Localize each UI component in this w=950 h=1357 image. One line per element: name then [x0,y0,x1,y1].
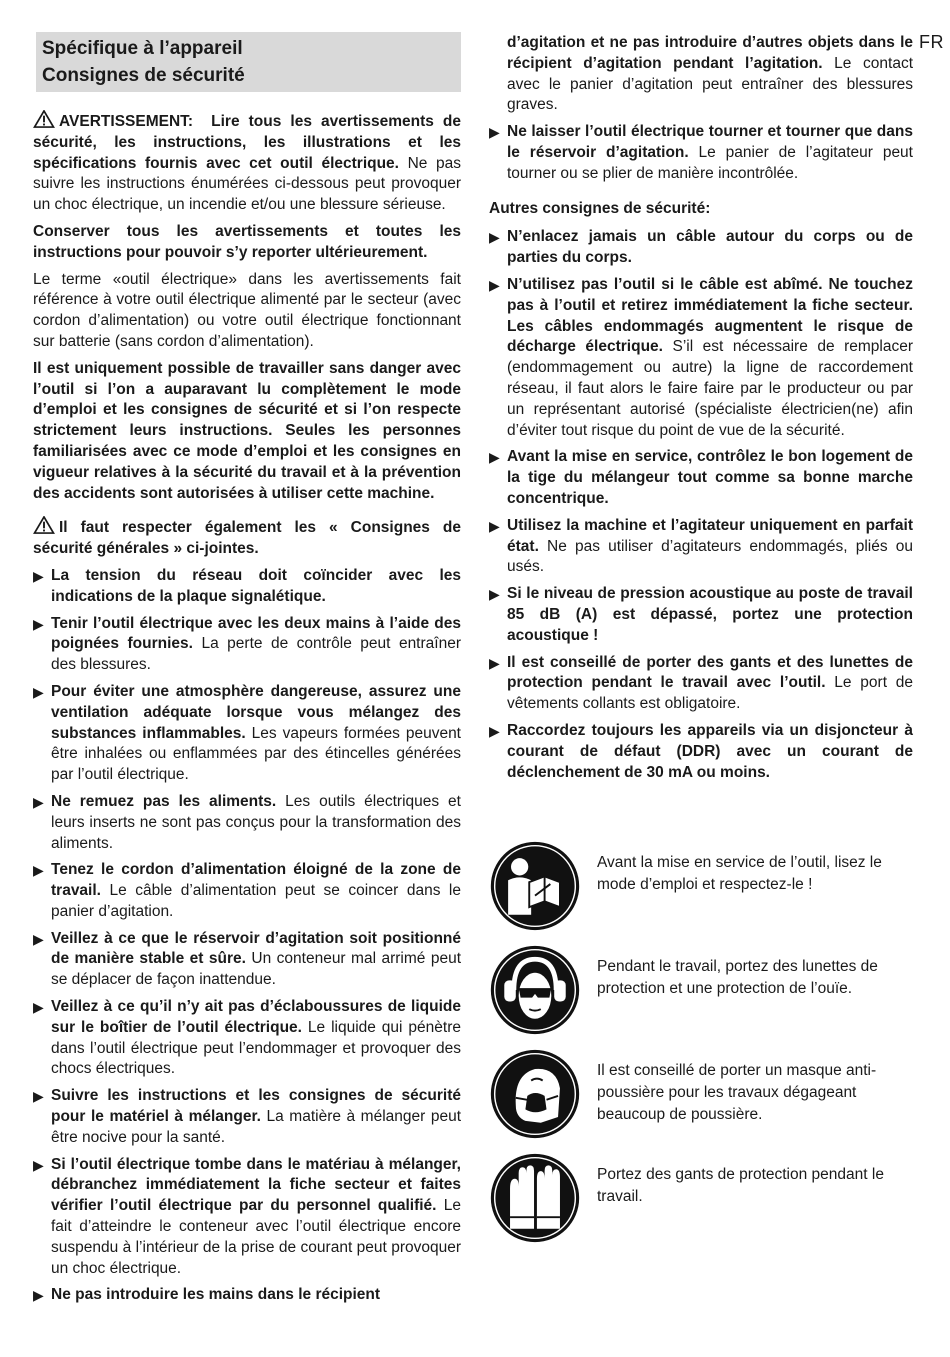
bullet-plain-text: Les outils électriques et leurs inserts ne sont pas conçus pour la transformation des aliments. [51,792,461,852]
left-bullet-list [33,566,461,1306]
bullet-text [507,721,913,783]
bullet-arrow-icon: ▶ [489,517,500,534]
section-title [36,32,461,92]
bullet-bold-text: Pour éviter une atmosphère dangereuse, assurez une ventilation adéquate lorsque vous mélangez des substances inflammables. [51,682,461,742]
bullet-plain-text: Un conteneur mal arrimé peut se déplacer de façon inattendue. [51,950,461,989]
bullet-text [51,997,461,1080]
bullet-text [51,614,461,676]
bullet-item [33,1155,461,1280]
bullet-arrow-icon: ▶ [33,1287,44,1304]
bullet-text [507,122,913,184]
right-bullet-list-a [489,122,913,184]
bullet-text [507,516,913,578]
bullet-arrow-icon: ▶ [33,567,44,584]
bullet-bold-text: La tension du réseau doit coïncider avec les indications de la plaque signalétique. [51,566,461,605]
right-column [489,33,913,789]
continued-bullet-text: Le contact avec le panier d’agitation peut entraîner des blessures graves. [507,54,913,114]
bullet-item [489,227,913,269]
bullet-plain-text: Le câble d’alimentation peut se coincer dans le panier d’agitation. [51,882,461,920]
warning-label: AVERTISSEMENT [59,113,188,130]
pictogram-caption: Portez des gants de protection pendant le travail. [597,1166,884,1205]
bullet-bold-text: Tenez le cordon d’alimentation éloigné de la zone de travail. [51,861,461,900]
bullet-plain-text: Les vapeurs formées peuvent être inhalées ou enflammées par des étincelles générées par l’outil électrique. [51,724,461,784]
bullet-text [51,1155,461,1280]
bullet-bold-text: N’enlacez jamais un câble autour du corps ou de parties du corps. [507,228,913,267]
bullet-arrow-icon: ▶ [33,683,44,700]
title-line-2: Consignes de sécurité [42,65,245,86]
language-tag: FR [919,32,944,52]
bullet-bold-text: Suivre les instructions et les consignes de sécurité pour le matériel à mélanger. [51,1087,461,1126]
bullet-text [51,1285,461,1306]
bullet-item [33,792,461,854]
bullet-bold-text: Il est conseillé de porter des gants et des lunettes de protection pendant le travail avec l’outil. [507,653,913,692]
pictogram-caption: Avant la mise en service de l’outil, lisez le mode d’emploi et respectez-le ! [597,854,882,893]
bullet-plain-text: La matière à mélanger peut être nocive pour la santé. [51,1108,461,1146]
term-paragraph: Le terme «outil électrique» dans les avertissements fait référence à votre outil électrique alimenté par le secteur (avec cordon d’alimentation) ou votre outil électrique fonctionnant sur batterie (sans cordon d’alimentation). [33,270,461,350]
bullet-text [51,1086,461,1148]
bullet-item [489,653,913,715]
bullet-text [51,566,461,608]
right-bullet-list-b [489,227,913,783]
bullet-arrow-icon: ▶ [33,1156,44,1173]
keep-notice: Conserver tous les avertissements et toutes les instructions pour pouvoir s’y reporter ultérieurement. [33,222,461,261]
bullet-arrow-icon: ▶ [489,586,500,603]
bullet-arrow-icon: ▶ [33,999,44,1016]
bullet-plain-text: Le liquide qui pénètre dans l’outil électrique peut l’endommager et provoquer des chocs électriques. [51,1018,461,1078]
bullet-item [33,566,461,608]
bullet-arrow-icon: ▶ [489,722,500,739]
bullet-text [507,653,913,715]
bullet-bold-text: Si le niveau de pression acoustique au poste de travail 85 dB (A) est dépassé, portez une protection acoustique ! [507,585,913,644]
bullet-item [33,1285,461,1306]
warning-text: Ne pas suivre les instructions énumérées ci-dessous peut provoquer un choc électrique, un incendie et/ou une blessure sérieuse. [33,154,461,214]
bullet-arrow-icon: ▶ [489,124,500,141]
bullet-plain-text: Le port de vêtements collants est obligatoire. [507,674,914,713]
bullet-item [489,447,913,509]
bullet-item [489,275,913,441]
general-notice [33,516,461,560]
bullet-item [33,682,461,786]
bullet-bold-text: Veillez à ce qu’il n’y ait pas d’éclaboussures de liquide sur le boîtier de l’outil électrique. [51,998,461,1036]
bullet-text [51,860,461,922]
bullet-bold-text: Si l’outil électrique tombe dans le matériau à mélanger, débranchez immédiatement la fiche secteur et faites vérifier l’outil électrique par du personnel qualifié. [51,1155,461,1215]
bullet-item [489,122,913,184]
bullet-arrow-icon: ▶ [33,1088,44,1105]
bullet-bold-text: Raccordez toujours les appareils via un disjoncteur à courant de défaut (DDR) avec un courant de déclenchement de 30 mA ou moins. [507,721,913,781]
bullet-item [33,614,461,676]
bullet-text [51,792,461,854]
title-line-1: Spécifique à l’appareil [42,38,243,59]
warning-triangle-icon [33,110,55,128]
bullet-item [33,929,461,991]
bullet-plain-text: Le panier de l’agitateur peut tourner ou se plier de manière incontrôlée. [507,143,913,182]
bullet-bold-text: Ne pas introduire les mains dans le récipient [51,1286,381,1304]
other-safety-heading: Autres consignes de sécurité: [489,199,711,217]
continued-bullet-bold: d’agitation et ne pas introduire d’autres objets dans le récipient d’agitation pendant l’agitation. [507,34,913,72]
bullet-item [33,1086,461,1148]
bullet-text [507,227,913,269]
bullet-bold-text: Veillez à ce que le réservoir d’agitation soit positionné de manière stable et sûre. [51,929,461,968]
pictogram-row [487,838,917,938]
bullet-text [507,584,913,646]
dust-mask-icon [487,1046,583,1142]
bullet-plain-text: S’il est nécessaire de remplacer (endommagement ou autre) la ligne de raccordement réseau, il faut alors le faire faire par le producteur ou par un représentant autorisé (spécialiste électricien(ne) afin d’éviter tout risque du point de vue de la sécurité. [507,338,913,439]
bullet-text [507,447,913,509]
pictogram-caption: Il est conseillé de porter un masque anti-poussière pour les travaux dégageant beaucoup de poussière. [597,1062,877,1123]
general-notice-text: Il faut respecter également les « Consignes de sécurité générales » ci-jointes. [33,519,461,558]
pictogram-list [487,838,917,1254]
eye-ear-protection-icon [487,942,583,1038]
bullet-text [51,682,461,786]
bullet-arrow-icon: ▶ [33,930,44,947]
bullet-bold-text: N’utilisez pas l’outil si le câble est abîmé. Ne touchez pas à l’outil et retirez immédiatement la fiche secteur. Les câbles endommagés augmentent le risque de décharge électrique. [507,275,913,356]
bullet-bold-text: Tenir l’outil électrique avec les deux mains à l’aide des poignées fournies. [51,614,461,653]
bullet-text [507,275,913,441]
warning-bold-text: Lire tous les avertissements de sécurité, les instructions, les illustrations et les spécifications fournis avec cet outil électrique. [33,113,461,172]
bullet-plain-text: Ne pas utiliser d’agitateurs endommagés, pliés ou usés. [507,537,913,576]
bullet-item [489,516,913,578]
warning-paragraph: AVERTISSEMENT: Lire tous les avertissements de sécurité, les instructions, les illustrations et les spécifications fournis avec cet outil électrique. Ne pas suivre les instructions énumérées ci-dessous peut provoquer un choc électrique, un incendie et/ou une blessure sérieuse. [33,110,461,216]
pictogram-row [487,942,917,1042]
bullet-bold-text: Ne remuez pas les aliments. [51,792,277,810]
bullet-arrow-icon: ▶ [489,449,500,466]
bullet-arrow-icon: ▶ [33,793,44,810]
bullet-item [489,584,913,646]
gloves-icon [487,1150,583,1246]
warning-triangle-icon [33,516,55,534]
bullet-bold-text: Ne laisser l’outil électrique tourner et tourner que dans le réservoir d’agitation. [507,123,913,161]
bullet-item [33,860,461,922]
bullet-arrow-icon: ▶ [489,654,500,671]
pictogram-caption: Pendant le travail, portez des lunettes de protection et une protection de l’ouïe. [597,958,878,997]
bullet-text [51,929,461,991]
continued-bullet [489,33,913,116]
bullet-arrow-icon: ▶ [489,276,500,293]
safe-work-paragraph: Il est uniquement possible de travailler sans danger avec l’outil si l’on a auparavant lu complètement le mode d’emploi et les consignes de sécurité et si l’on respecte strictement leurs instructions. Seules les personnes familiarisées avec ce mode d’emploi et les consignes en vigueur relatives à la sécurité du travail et à la prévention des accidents sont autorisées à utiliser cette machine. [33,359,461,502]
bullet-arrow-icon: ▶ [489,229,500,246]
bullet-plain-text: Le fait d’atteindre le conteneur avec l’outil électrique encore suspendu à l’intérieur de la prise de courant peut provoquer un choc électrique. [51,1197,461,1277]
left-column [33,32,461,1312]
bullet-arrow-icon: ▶ [33,615,44,632]
read-manual-icon [487,838,583,934]
pictogram-row [487,1046,917,1146]
bullet-arrow-icon: ▶ [33,862,44,879]
bullet-bold-text: Avant la mise en service, contrôlez le bon logement de la tige du mélangeur tout comme sa bonne marche concentrique. [507,448,913,507]
bullet-plain-text: La perte de contrôle peut entraîner des blessures. [51,635,461,674]
bullet-bold-text: Utilisez la machine et l’agitateur uniquement en parfait état. [507,516,913,555]
bullet-item [489,721,913,783]
bullet-item [33,997,461,1080]
pictogram-row [487,1150,917,1250]
